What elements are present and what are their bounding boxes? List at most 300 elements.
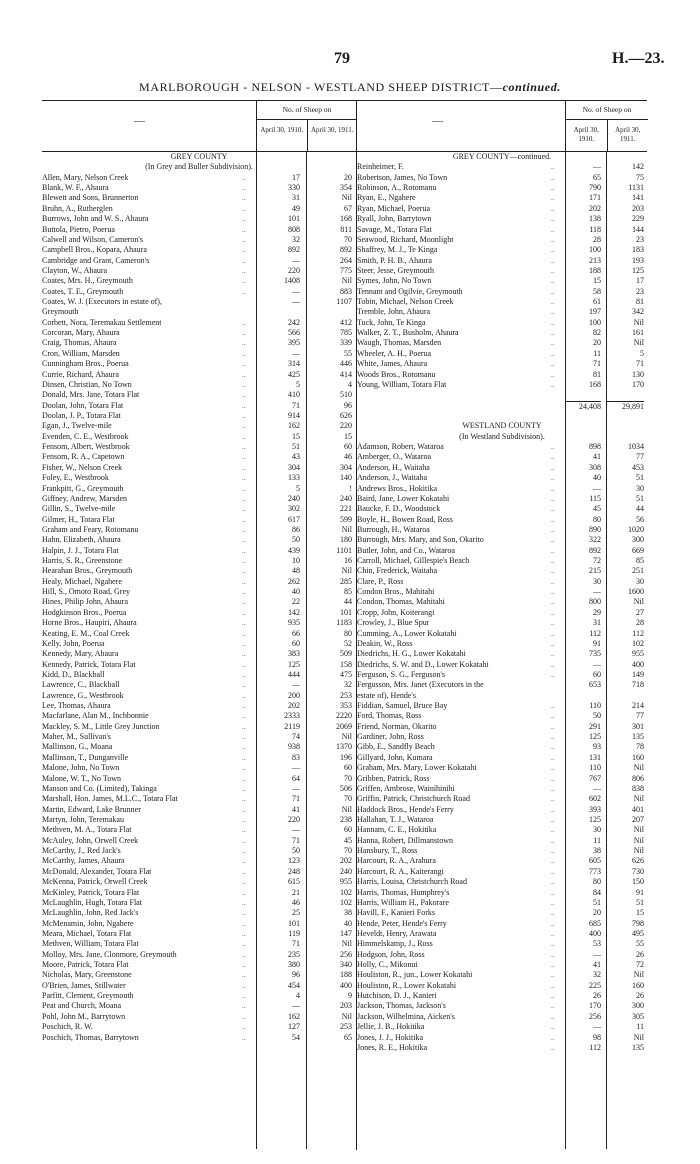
sheep-count-1911: 60 — [344, 825, 352, 835]
sheep-count-1911: 40 — [344, 918, 352, 928]
owner-name: McAuley, John, Orwell Creek — [42, 835, 139, 845]
leader-dots: .. — [242, 743, 246, 752]
table-row — [42, 452, 356, 462]
sheep-count-1910: 304 — [288, 462, 300, 472]
leader-dots: .. — [242, 546, 246, 555]
table-row — [357, 307, 647, 317]
leader-dots: .. — [242, 898, 246, 907]
leader-dots: .. — [551, 1033, 555, 1042]
leader-dots: .. — [242, 287, 246, 296]
owner-name: Diedrichs, S. W. and D., Lower Kokatahi — [357, 659, 489, 669]
leader-dots: .. — [551, 857, 555, 866]
owner-name: Macfarlane, Alan M., Inchbonnie — [42, 711, 149, 721]
leader-dots: .. — [551, 1043, 555, 1052]
sheep-count-1911: 180 — [340, 535, 352, 545]
year-1911-header: April 30, 1911. — [607, 120, 649, 151]
table-row — [357, 1001, 647, 1011]
leader-dots: .. — [551, 474, 555, 483]
sheep-count-1910: 202 — [288, 701, 300, 711]
sheep-count-1910: — — [292, 286, 300, 296]
table-row — [42, 898, 356, 908]
sheep-count-1910: 5 — [296, 483, 300, 493]
sheep-count-1910: 83 — [292, 752, 300, 762]
sheep-count-1910: 66 — [292, 628, 300, 638]
leader-dots: .. — [242, 380, 246, 389]
leader-dots: .. — [551, 360, 555, 369]
sheep-count-1911: 1131 — [628, 183, 644, 193]
leader-dots: .. — [551, 753, 555, 762]
sheep-count-1911: Nil — [341, 524, 352, 534]
sheep-count-1910: 322 — [589, 535, 601, 545]
leader-dots: .. — [242, 474, 246, 483]
leader-dots: .. — [551, 1012, 555, 1021]
table-row — [42, 566, 356, 576]
sheep-count-1910: 162 — [288, 421, 300, 431]
sheep-count-1911: Nil — [341, 804, 352, 814]
table-row — [42, 691, 356, 701]
county-heading — [42, 152, 356, 162]
table-row — [42, 442, 356, 452]
leader-dots: .. — [551, 733, 555, 742]
owner-name: Andrews Bros., Hokitika — [357, 483, 437, 493]
sheep-count-1910: — — [593, 949, 601, 959]
sheep-count-1910: 41 — [593, 452, 601, 462]
sheep-count-1911: 23 — [636, 234, 644, 244]
table-row — [42, 266, 356, 276]
owner-name: Baucke, F. D., Woodstock — [357, 504, 441, 514]
sheep-count-1911: 44 — [636, 504, 644, 514]
sheep-count-1911: 158 — [340, 659, 352, 669]
owner-name: Crowley, J., Blue Spur — [357, 618, 430, 628]
owner-name: Calwell and Wilson, Cameron's — [42, 234, 143, 244]
sheep-count-1910: 439 — [288, 545, 300, 555]
table-row — [357, 504, 647, 514]
sheep-count-1910: 31 — [292, 193, 300, 203]
table-row — [42, 981, 356, 991]
owner-name: Harris, Thomas, Humphrey's — [357, 887, 450, 897]
leader-dots: .. — [242, 764, 246, 773]
table-row — [42, 815, 356, 825]
sheep-count-1911: 149 — [632, 669, 644, 679]
table-row — [42, 774, 356, 784]
sheep-count-1911: 77 — [636, 452, 644, 462]
sheep-count-1910: 54 — [292, 1032, 300, 1042]
table-row — [357, 877, 647, 887]
table-row — [42, 214, 356, 224]
table-row — [42, 401, 356, 411]
leader-dots: .. — [242, 225, 246, 234]
sheep-count-1910: 170 — [589, 1001, 601, 1011]
table-row — [357, 535, 647, 545]
table-row — [357, 318, 647, 328]
leader-dots: .. — [551, 608, 555, 617]
sheep-count-1911: 203 — [340, 1001, 352, 1011]
owner-name: Harcourt, R. A., Kaiterangi — [357, 866, 444, 876]
sheep-count-1910: 602 — [589, 794, 601, 804]
leader-dots: .. — [242, 360, 246, 369]
sheep-count-1910: 29 — [593, 607, 601, 617]
table-row — [357, 297, 647, 307]
table-row — [42, 390, 356, 400]
sheep-count-1910: 213 — [589, 255, 601, 265]
table-row — [357, 1012, 647, 1022]
owner-name: Graham and Feary, Rotomanu — [42, 524, 139, 534]
leader-dots: .. — [242, 577, 246, 586]
sheep-count-1910: 235 — [288, 949, 300, 959]
sheep-count-1910: 5 — [296, 379, 300, 389]
sheep-count-1911: 718 — [632, 680, 644, 690]
owner-name: Nicholas, Mary, Greenstone — [42, 970, 132, 980]
table-row — [357, 276, 647, 286]
sheep-count-1911: Nil — [341, 276, 352, 286]
sheep-count-1910: 15 — [593, 276, 601, 286]
sheep-count-1911: 730 — [632, 866, 644, 876]
table-row — [42, 359, 356, 369]
sheep-count-1911: 251 — [632, 566, 644, 576]
sheep-count-1911: 5 — [640, 348, 644, 358]
year-1910-header: April 30, 1910. — [573, 126, 599, 143]
sheep-count-1911: 354 — [340, 183, 352, 193]
sheep-count-1911: 253 — [340, 1022, 352, 1032]
leader-dots: .. — [242, 557, 246, 566]
table-row — [357, 950, 647, 960]
sheep-count-1910: 11 — [593, 835, 601, 845]
sheep-count-1911: 38 — [344, 908, 352, 918]
leader-dots: .. — [551, 629, 555, 638]
leader-dots: .. — [551, 878, 555, 887]
owner-name: McDonald, Alexander, Totara Flat — [42, 866, 152, 876]
sheep-count-1911: Nil — [633, 825, 644, 835]
owner-name: Adamson, Robert, Wataroa — [357, 442, 444, 452]
sheep-count-1911: Nil — [341, 566, 352, 576]
sheep-count-1910: 444 — [288, 669, 300, 679]
sheep-count-1910: 393 — [589, 804, 601, 814]
owner-name: Malone, W. T., No Town — [42, 773, 121, 783]
sheep-count-1911: 160 — [632, 752, 644, 762]
sheep-count-1911: 2069 — [336, 721, 352, 731]
sheep-count-1911: 30 — [636, 576, 644, 586]
owner-name: Mallinson, G., Moana — [42, 742, 113, 752]
leader-dots: .. — [242, 774, 246, 783]
sheep-count-1910: 46 — [292, 897, 300, 907]
sheep-count-1911: 238 — [340, 815, 352, 824]
table-row — [42, 193, 356, 203]
leader-dots: .. — [242, 961, 246, 970]
sheep-count-1911: 221 — [340, 504, 352, 514]
sheep-count-1910: 215 — [589, 566, 601, 576]
table-row — [357, 753, 647, 763]
sheep-count-1910: 20 — [593, 908, 601, 918]
table-row — [357, 577, 647, 587]
leader-dots: .. — [551, 867, 555, 876]
table-row — [357, 235, 647, 245]
sheep-count-1911: Nil — [341, 732, 352, 742]
table-row — [42, 587, 356, 597]
owner-name: Harris, S. R., Greenstone — [42, 556, 123, 566]
sheep-count-1910: — — [292, 763, 300, 773]
sheep-count-1910: 615 — [288, 877, 300, 887]
table-row — [357, 867, 647, 877]
leader-dots: .. — [551, 380, 555, 389]
table-row — [42, 763, 356, 773]
sheep-count-1910: 51 — [593, 897, 601, 907]
leader-dots: .. — [242, 432, 246, 441]
owner-name: Gibb, E., Sandfly Beach — [357, 742, 435, 752]
leader-dots: .. — [242, 867, 246, 876]
sheep-count-1910: 2333 — [284, 711, 300, 721]
sheep-count-1910: 81 — [593, 369, 601, 379]
sheep-count-1911: 342 — [632, 307, 644, 317]
leader-dots: .. — [551, 826, 555, 835]
table-row — [357, 691, 647, 701]
sheep-count-1911: 80 — [344, 628, 352, 638]
owner-name: Kelly, John, Poerua — [42, 638, 105, 648]
sheep-count-1910: 96 — [292, 970, 300, 980]
leader-dots: .. — [551, 784, 555, 793]
owner-name: Anderson, J., Waitaha — [357, 473, 428, 483]
leader-dots: .. — [551, 194, 555, 203]
sheep-count-1910: 125 — [589, 815, 601, 824]
sheep-count-1910: 454 — [288, 980, 300, 990]
owner-name: Marshall, Hon. James, M.L.C., Totara Flat — [42, 794, 178, 804]
table-row — [42, 1012, 356, 1022]
owner-name: Tennant and Ogilvie, Greymouth — [357, 286, 463, 296]
table-row — [42, 836, 356, 846]
owner-name: Steer, Jesse, Greymouth — [357, 265, 434, 275]
leader-dots: .. — [551, 215, 555, 224]
owner-name: Evenden, C. E., Westbrook — [42, 431, 129, 441]
owner-name: Fensom, Albert, Westbrook — [42, 442, 130, 452]
leader-dots: .. — [551, 929, 555, 938]
owner-name: Egan, J., Twelve-mile — [42, 421, 112, 431]
table-row — [357, 960, 647, 970]
sheep-count-1911: 81 — [636, 297, 644, 307]
sheep-count-1911: 170 — [632, 379, 644, 389]
sheep-count-1910: 11 — [593, 348, 601, 358]
sheep-count-1911: 20 — [344, 172, 352, 182]
leader-dots: .. — [242, 1023, 246, 1032]
owner-name: Giffney, Andrew, Marsden — [42, 493, 128, 503]
leader-dots: .. — [242, 204, 246, 213]
leader-dots: .. — [551, 515, 555, 524]
sheep-count-1910: 566 — [288, 328, 300, 338]
table-row — [42, 711, 356, 721]
leader-dots: .. — [551, 898, 555, 907]
sheep-count-1911: 285 — [340, 576, 352, 586]
leader-dots: .. — [242, 753, 246, 762]
sheep-count-1911: 125 — [632, 265, 644, 275]
title-suffix: continued. — [502, 80, 561, 94]
table-row — [42, 307, 356, 317]
sheep-count-1911: 506 — [340, 783, 352, 793]
leader-dots: .. — [242, 981, 246, 990]
sheep-count-1911: 207 — [632, 815, 644, 824]
owner-name: Campbell Bros., Kopara, Ahaura — [42, 245, 147, 255]
table-row — [357, 970, 647, 980]
sheep-count-1911: 196 — [340, 752, 352, 762]
sheep-count-1911: 304 — [340, 462, 352, 472]
table-row — [357, 670, 647, 680]
sheep-count-1911: 26 — [636, 949, 644, 959]
sheep-count-1911: Nil — [633, 1032, 644, 1042]
leader-dots: .. — [551, 308, 555, 317]
leader-dots: .. — [551, 484, 555, 493]
leader-dots: .. — [551, 805, 555, 814]
leader-dots: .. — [551, 163, 555, 172]
table-row — [357, 162, 647, 172]
leader-dots: .. — [551, 494, 555, 503]
owner-name: Condon, Thomas, Mahitahi — [357, 597, 445, 607]
owner-name: Diedrichs, H. G., Lower Kokatahi — [357, 649, 466, 659]
sheep-count-1911: 401 — [632, 804, 644, 814]
table-row — [42, 794, 356, 804]
leader-dots: .. — [242, 795, 246, 804]
sheep-count-1911: 955 — [632, 649, 644, 659]
owner-name: Coates, T. E., Greymouth — [42, 286, 124, 296]
sheep-count-1910: 72 — [593, 556, 601, 566]
sheep-count-1911: 51 — [636, 473, 644, 483]
leader-dots: .. — [551, 650, 555, 659]
table-row — [357, 898, 647, 908]
sheep-count-1911: 220 — [340, 421, 352, 431]
owner-name: Foley, E., Westbrook — [42, 473, 109, 483]
table-row — [357, 836, 647, 846]
sheep-count-1910: 4 — [296, 991, 300, 1001]
sheep-count-1911: 161 — [632, 328, 644, 338]
sheep-count-1911: 414 — [340, 369, 352, 379]
sheep-count-1910: 71 — [292, 794, 300, 804]
table-row — [357, 515, 647, 525]
table-row — [357, 556, 647, 566]
sheep-count-1911: 1020 — [628, 524, 644, 534]
leader-dots: .. — [242, 608, 246, 617]
owner-name: Burrough, H., Wataroa — [357, 524, 430, 534]
leader-dots: .. — [551, 184, 555, 193]
sheep-count-1911: 202 — [340, 856, 352, 866]
table-row — [42, 380, 356, 390]
table-row — [42, 1001, 356, 1011]
sheep-count-1910: — — [292, 297, 300, 307]
owner-name: Tuck, John, Te Kinga — [357, 317, 426, 327]
sheep-count-1911: 26 — [636, 991, 644, 1001]
sheep-count-1911: 91 — [636, 887, 644, 897]
owner-name: Moore, Patrick, Totara Flat — [42, 960, 129, 970]
leader-dots: .. — [242, 173, 246, 182]
owner-name: Jackson, Thomas, Jackson's — [357, 1001, 446, 1011]
sheep-count-1910: 98 — [593, 1032, 601, 1042]
leader-dots: .. — [551, 847, 555, 856]
sheep-count-1910: 49 — [292, 203, 300, 213]
sheep-count-1911: 168 — [340, 214, 352, 224]
table-row — [357, 597, 647, 607]
owner-name: Blank, W. F., Ahaura — [42, 183, 109, 193]
owner-name: Martin, Edward, Lake Brunner — [42, 804, 141, 814]
sheep-count-1911: 56 — [636, 514, 644, 524]
sheep-count-1911: 85 — [344, 587, 352, 597]
table-row — [42, 825, 356, 835]
owner-name: Methven, William, Totara Flat — [42, 939, 139, 949]
sheep-count-1910: 892 — [589, 545, 601, 555]
owner-name: Maher, M., Sullivan's — [42, 732, 111, 742]
owner-name: Tobin, Michael, Nelson Creek — [357, 297, 454, 307]
sheep-count-1911: 2220 — [336, 711, 352, 721]
sheep-count-1910: 30 — [593, 576, 601, 586]
sheep-count-1910: — — [593, 659, 601, 669]
leader-dots: .. — [551, 774, 555, 783]
leader-dots: .. — [242, 816, 246, 824]
owner-name: Mackley, S. M., Little Grey Junction — [42, 721, 160, 731]
table-row — [42, 805, 356, 815]
owner-name: Fergusson, Mrs. Janet (Executors in the — [357, 680, 484, 690]
sheep-count-1910: 330 — [288, 183, 300, 193]
owner-name: Reinheimer, F. — [357, 162, 404, 172]
sheep-count-1911: 46 — [344, 452, 352, 462]
leader-dots: .. — [242, 712, 246, 721]
leader-dots: .. — [242, 702, 246, 711]
owner-name: White, James, Ahaura — [357, 359, 428, 369]
leader-dots: .. — [242, 443, 246, 452]
owner-name: Gribben, Patrick, Ross — [357, 773, 430, 783]
sheep-count-1911: 45 — [344, 835, 352, 845]
leader-dots: .. — [551, 588, 555, 597]
sheep-count-1910: 119 — [288, 928, 300, 938]
sheep-count-1910: 790 — [589, 183, 601, 193]
leader-dots: .. — [242, 940, 246, 949]
leader-dots: .. — [551, 702, 555, 711]
sheep-count-1911: 85 — [636, 556, 644, 566]
owner-name: Fisher, W., Nelson Creek — [42, 462, 123, 472]
sheep-count-1910: 80 — [593, 514, 601, 524]
table-row — [42, 287, 356, 297]
leader-dots: .. — [551, 277, 555, 286]
sheep-count-1910: 123 — [288, 856, 300, 866]
sheep-count-1910: 91 — [593, 638, 601, 648]
sheep-count-1910: 890 — [589, 524, 601, 534]
sheep-count-1911: 30 — [636, 483, 644, 493]
sheep-count-1910: 240 — [288, 493, 300, 503]
table-row — [357, 919, 647, 929]
sheep-count-1911: 339 — [340, 338, 352, 348]
sheep-count-1910: 22 — [292, 597, 300, 607]
sheep-count-1911: 23 — [636, 286, 644, 296]
owner-name: Poschich, R. W. — [42, 1022, 93, 1032]
leader-dots: .. — [551, 225, 555, 234]
left-table-header — [42, 101, 356, 152]
sheep-count-1910: 248 — [288, 866, 300, 876]
sheep-count-1911: 892 — [340, 245, 352, 255]
owner-name: Heveldt, Henry, Arawata — [357, 928, 437, 938]
sheep-count-1911: 955 — [340, 877, 352, 887]
table-row — [357, 711, 647, 721]
owner-name: Coates, W. J. (Executors in estate of), — [42, 297, 162, 307]
table-row — [357, 639, 647, 649]
table-row — [357, 1022, 647, 1032]
sheep-count-1910: 71 — [292, 400, 300, 410]
sheep-count-1910: 26 — [593, 991, 601, 1001]
sheep-count-1911: 29,891 — [606, 401, 644, 412]
leader-dots: .. — [242, 318, 246, 327]
sheep-count-1911: 1101 — [336, 545, 352, 555]
leader-dots: .. — [242, 349, 246, 358]
owner-name: Healy, Michael, Ngahere — [42, 576, 122, 586]
table-row — [42, 867, 356, 877]
sheep-count-1911: 16 — [344, 556, 352, 566]
owner-name: Hanna, Robert, Dillmanstown — [357, 835, 453, 845]
owner-name: GREY COUNTY — [170, 152, 228, 161]
sheep-count-1910: 45 — [593, 504, 601, 514]
sheep-count-1911: Nil — [341, 193, 352, 203]
owner-name: Buttola, Pietro, Poerua — [42, 224, 115, 234]
